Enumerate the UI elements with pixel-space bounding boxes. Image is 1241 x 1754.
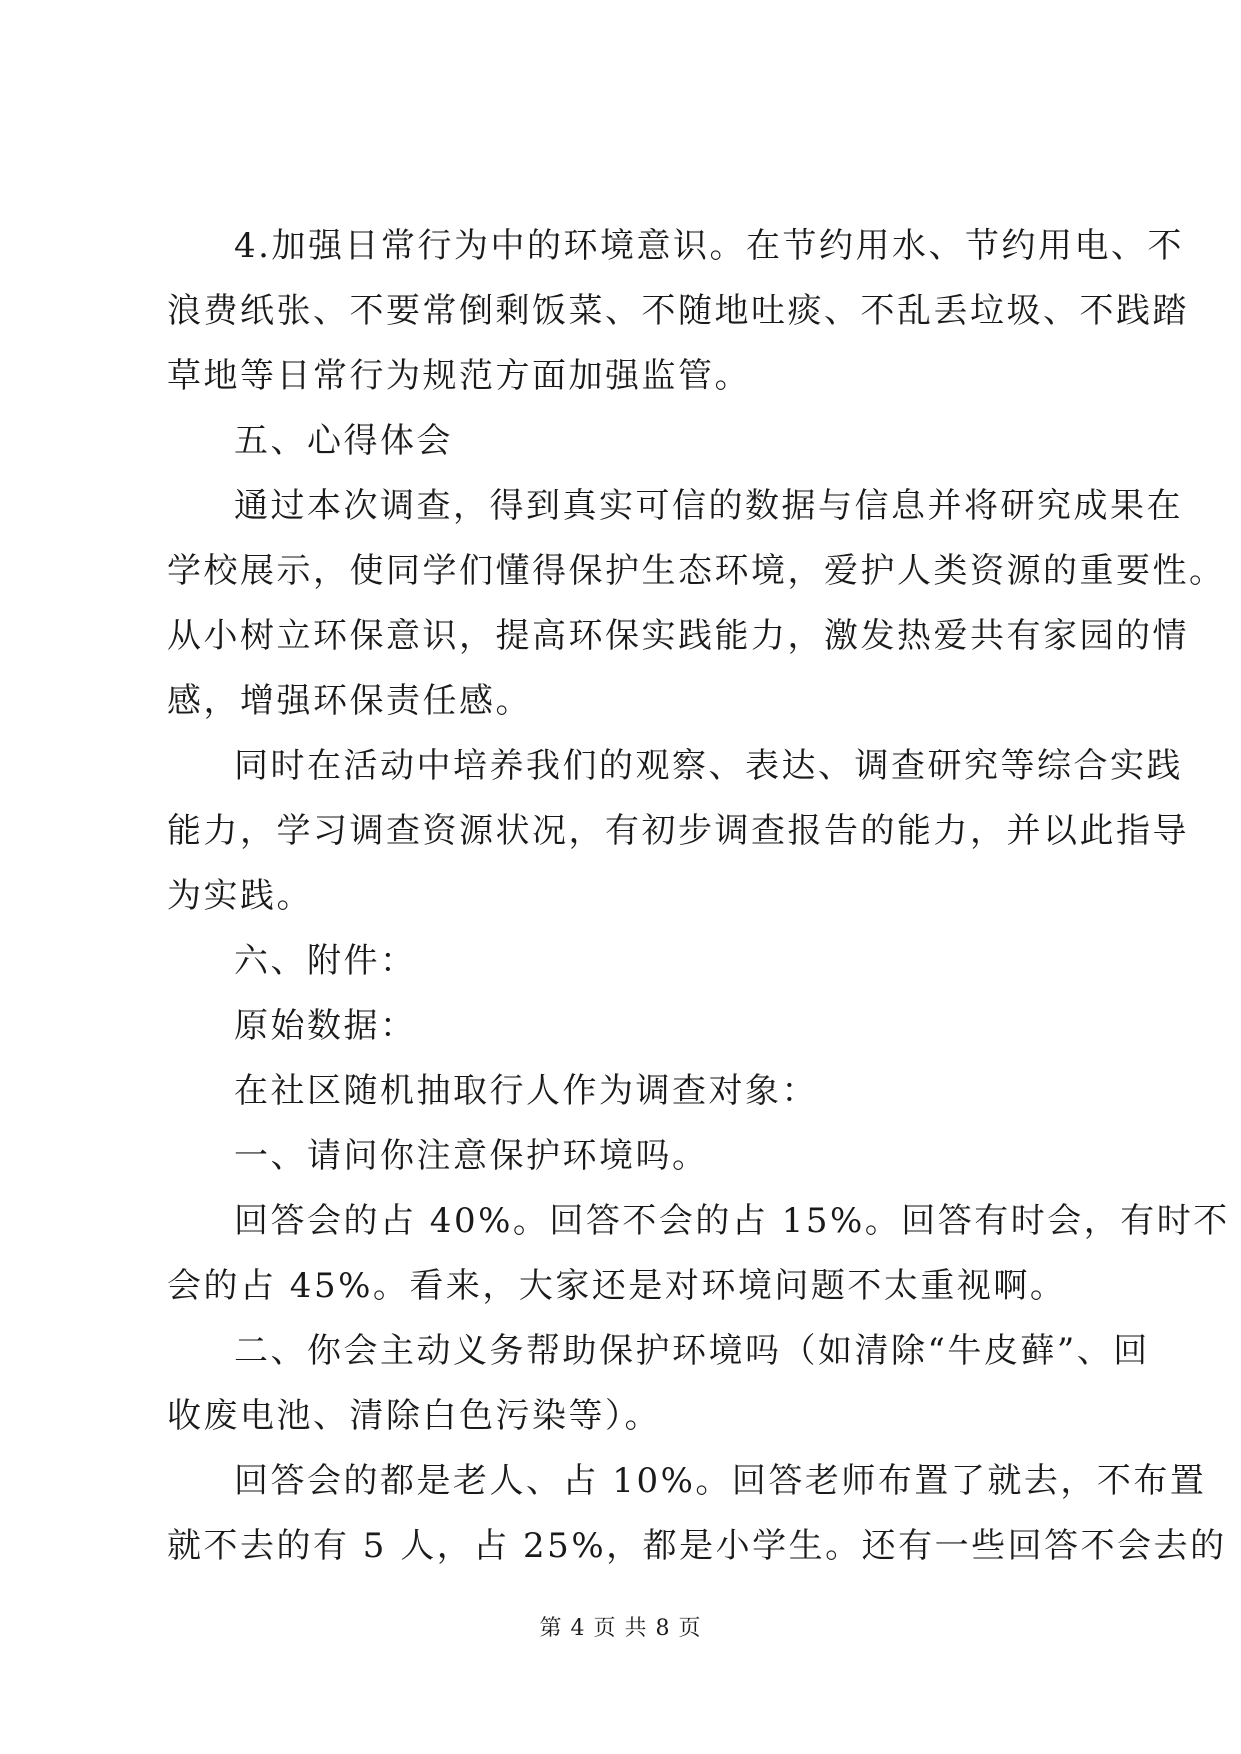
- document-body: [167, 226, 1230, 1594]
- paragraph-line: 会的占 45%。看来，大家还是对环境问题不太重视啊。: [167, 1266, 1067, 1306]
- paragraph-line: 通过本次调查，得到真实可信的数据与信息并将研究成果在: [234, 486, 1183, 526]
- paragraph-line: 回答会的都是老人、占 10%。回答老师布置了就去，不布置: [234, 1461, 1207, 1501]
- section-heading: 六、附件：: [234, 941, 417, 981]
- paragraph-line: 为实践。: [167, 876, 313, 916]
- paragraph-line: 4.加强日常行为中的环境意识。在节约用水、节约用电、不: [234, 226, 1184, 266]
- paragraph-line: 能力，学习调查资源状况，有初步调查报告的能力，并以此指导: [167, 811, 1189, 851]
- paragraph-line: 感，增强环保责任感。: [167, 681, 532, 721]
- paragraph-line: 回答会的占 40%。回答不会的占 15%。回答有时会，有时不: [234, 1201, 1230, 1241]
- question-line: 收废电池、清除白色污染等）。: [167, 1396, 661, 1436]
- question-line: 一、请问你注意保护环境吗。: [234, 1136, 709, 1176]
- paragraph-line: 同时在活动中培养我们的观察、表达、调查研究等综合实践: [234, 746, 1183, 786]
- question-line: 二、你会主动义务帮助保护环境吗（如清除“牛皮藓”、回: [234, 1331, 1150, 1371]
- paragraph-line: 浪费纸张、不要常倒剩饭菜、不随地吐痰、不乱丢垃圾、不践踏: [167, 291, 1189, 331]
- paragraph-line: 学校展示，使同学们懂得保护生态环境，爱护人类资源的重要性。: [167, 551, 1226, 591]
- paragraph-line: 草地等日常行为规范方面加强监管。: [167, 356, 751, 396]
- paragraph-line: 在社区随机抽取行人作为调查对象：: [234, 1071, 818, 1111]
- paragraph-line: 就不去的有 5 人，占 25%，都是小学生。还有一些回答不会去的: [167, 1526, 1227, 1566]
- paragraph-line: 原始数据：: [234, 1006, 417, 1046]
- section-heading: 五、心得体会: [234, 421, 453, 461]
- paragraph-line: 从小树立环保意识，提高环保实践能力，激发热爱共有家园的情: [167, 616, 1189, 656]
- page-number: 第 4 页 共 8 页: [539, 1616, 702, 1641]
